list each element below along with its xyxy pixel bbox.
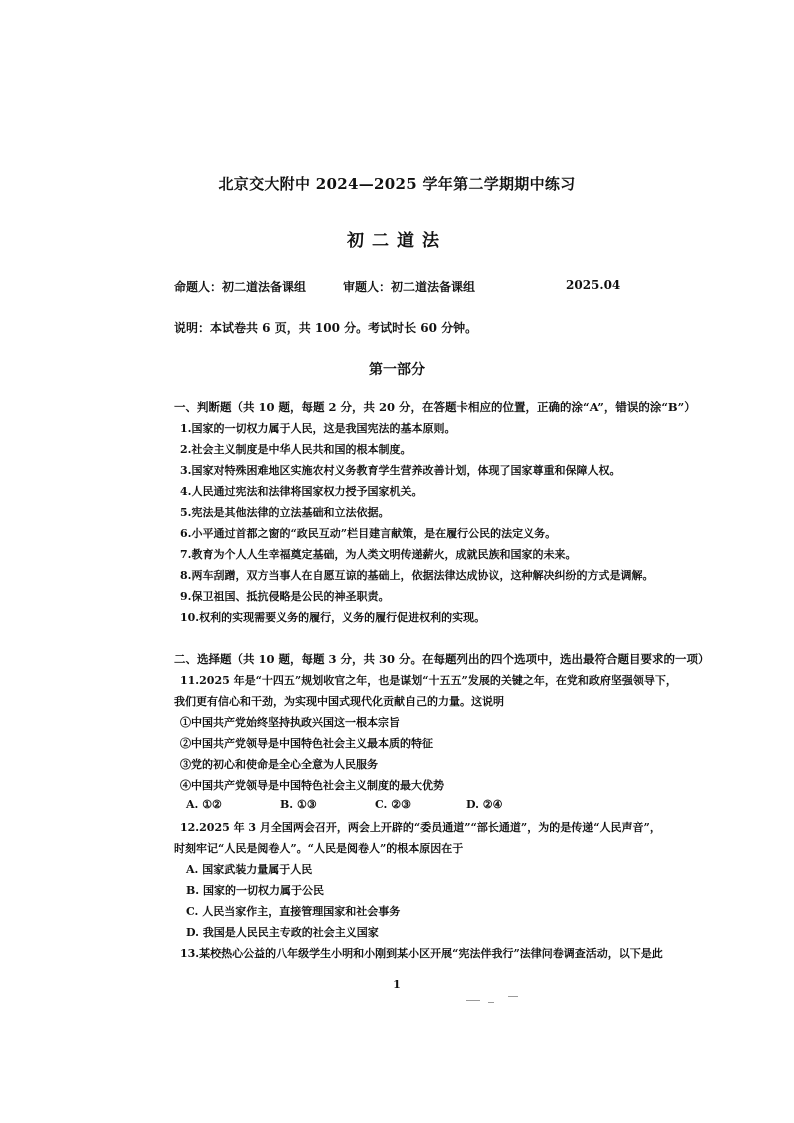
judge-section-heading: 一、判断题（共 10 题，每题 2 分，共 20 分，在答题卡相应的位置，正确的涂“A”，错误的涂“B”） [174,400,696,414]
question-11-statement: ②中国共产党领导是中国特色社会主义最本质的特征 [180,737,433,750]
exam-instructions: 说明：本试卷共 6 页，共 100 分。考试时长 60 分钟。 [174,321,478,335]
question-12-option-b: B. 国家的一切权力属于公民 [186,884,324,897]
question-11-stem-cont: 我们更有信心和干劲，为实现中国式现代化贡献自己的力量。这说明 [174,695,504,708]
question-11-statement: ④中国共产党领导是中国特色社会主义制度的最大优势 [180,779,444,792]
exam-date: 2025.04 [566,278,621,292]
reviewer-label: 审题人：初二道法备课组 [343,280,476,294]
judge-item: 4.人民通过宪法和法律将国家权力授予国家机关。 [180,485,423,498]
choice-section-heading: 二、选择题（共 10 题，每题 3 分，共 30 分。在每题列出的四个选项中，选出最符合题目要求的一项） [174,652,710,666]
scan-speck [508,996,518,997]
question-13-stem: 13.某校热心公益的八年级学生小明和小刚到某小区开展“宪法伴我行”法律问卷调查活动，以下是此 [180,947,663,960]
question-11-statement: ③党的初心和使命是全心全意为人民服务 [180,758,378,771]
judge-item: 2.社会主义制度是中华人民共和国的根本制度。 [180,443,412,456]
setter-label: 命题人：初二道法备课组 [174,280,307,294]
judge-item: 9.保卫祖国、抵抗侵略是公民的神圣职责。 [180,590,390,603]
question-11-option-d: D. ②④ [466,798,503,811]
judge-item: 8.两车刮蹭，双方当事人在自愿互谅的基础上，依据法律达成协议，这种解决纠纷的方式是调解。 [180,569,654,582]
scan-speck [466,1000,480,1001]
subject-title: 初二道法 [347,231,447,251]
exam-title: 北京交大附中 2024—2025 学年第二学期期中练习 [218,175,576,193]
question-11-statement: ①中国共产党始终坚持执政兴国这一根本宗旨 [180,716,400,729]
part-title: 第一部分 [369,362,425,378]
judge-item: 6.小平通过首都之窗的“政民互动”栏目建言献策，是在履行公民的法定义务。 [180,527,557,540]
scan-speck [488,1002,494,1003]
question-11-option-c: C. ②③ [375,798,411,811]
judge-item: 1.国家的一切权力属于人民，这是我国宪法的基本原则。 [180,422,456,435]
judge-item: 7.教育为个人人生幸福奠定基础，为人类文明传递薪火，成就民族和国家的未来。 [180,548,577,561]
question-12-option-d: D. 我国是人民民主专政的社会主义国家 [186,926,379,939]
page-number: 1 [393,978,401,991]
question-12-option-c: C. 人民当家作主，直接管理国家和社会事务 [186,905,401,918]
question-12-stem: 12.2025 年 3 月全国两会召开，两会上开辟的“委员通道”“部长通道”，为的是传递“人民声音”， [180,821,661,834]
question-12-option-a: A. 国家武装力量属于人民 [186,863,313,876]
question-12-stem-cont: 时刻牢记“人民是阅卷人”。“人民是阅卷人”的根本原因在于 [174,842,464,855]
question-11-stem: 11.2025 年是“十四五”规划收官之年，也是谋划“十五五”发展的关键之年，在党和政府坚强领导下， [180,674,677,687]
judge-item: 10.权利的实现需要义务的履行，义务的履行促进权利的实现。 [180,611,486,624]
question-11-option-b: B. ①③ [280,798,317,811]
judge-item: 5.宪法是其他法律的立法基础和立法依据。 [180,506,390,519]
judge-item: 3.国家对特殊困难地区实施农村义务教育学生营养改善计划，体现了国家尊重和保障人权。 [180,464,621,477]
question-11-option-a: A. ①② [186,798,222,811]
